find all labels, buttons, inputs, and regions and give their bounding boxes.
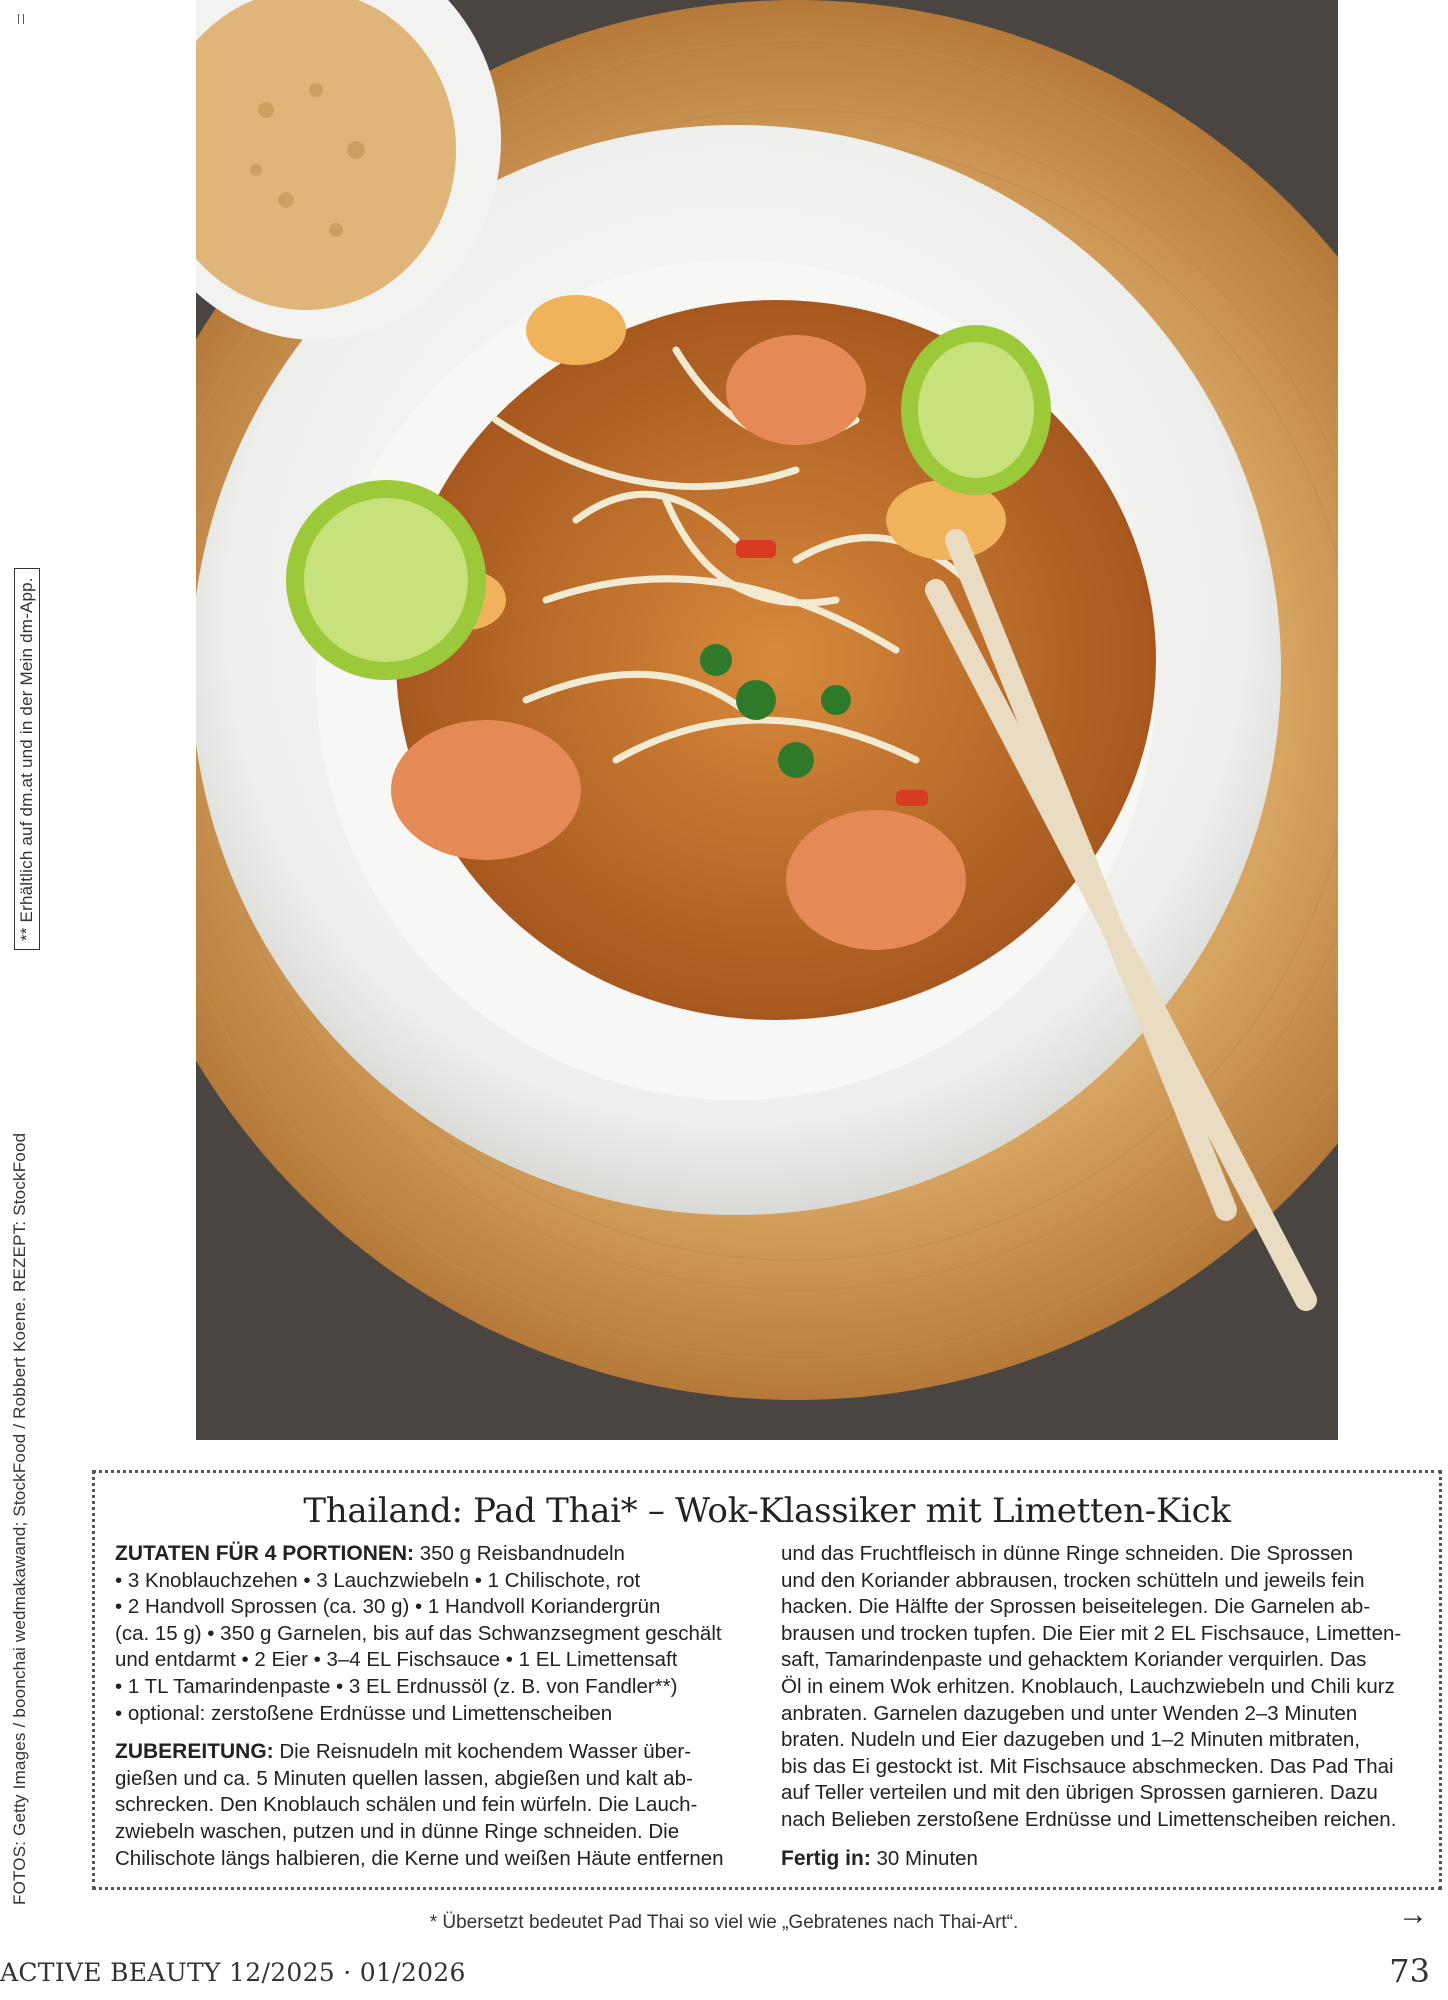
preparation-line: ZUBEREITUNG: Die Reisnudeln mit kochendem Wasser über- xyxy=(115,1740,692,1764)
preparation-line: brausen und trocken tupfen. Die Eier mit 2 EL Fischsauce, Limetten- xyxy=(781,1621,1402,1645)
recipe-box xyxy=(92,1470,1442,1890)
next-page-arrow-icon[interactable]: → xyxy=(1398,1898,1428,1931)
availability-note: ** Erhältlich auf dm.at und in der Mein dm-App. xyxy=(14,568,40,950)
recipe-column-left xyxy=(115,1541,755,1872)
ingredients-line: • optional: zerstoßene Erdnüsse und Limettenscheiben xyxy=(115,1701,613,1725)
preparation-line: und den Koriander abbrausen, trocken schütteln und jeweils fein xyxy=(781,1568,1365,1592)
magazine-issue: ACTIVE BEAUTY 12/2025 · 01/2026 xyxy=(0,1958,466,1987)
ready-label: Fertig in: xyxy=(781,1846,871,1870)
preparation-line: Chilischote längs halbieren, die Kerne und weißen Häute entfernen xyxy=(115,1846,724,1870)
recipe-title: Thailand: Pad Thai* – Wok-Klassiker mit Limetten-Kick xyxy=(303,1491,1231,1531)
page-number: 73 xyxy=(1389,1952,1430,1990)
ingredients-line: (ca. 15 g) • 350 g Garnelen, bis auf das Schwanzsegment geschält xyxy=(115,1621,722,1645)
ready-time xyxy=(781,1846,1431,1873)
page-corner-mark xyxy=(18,14,24,24)
preparation-line: anbraten. Garnelen dazugeben und unter Wenden 2–3 Minuten xyxy=(781,1701,1358,1725)
ingredients-line: • 1 TL Tamarindenpaste • 3 EL Erdnussöl (z. B. von Fandler**) xyxy=(115,1674,678,1698)
preparation-line: schrecken. Den Knoblauch schälen und fein würfeln. Die Lauch- xyxy=(115,1793,698,1817)
preparation-line: Öl in einem Wok erhitzen. Knoblauch, Lauchzwiebeln und Chili kurz xyxy=(781,1674,1395,1698)
ingredients-line: • 2 Handvoll Sprossen (ca. 30 g) • 1 Handvoll Koriandergrün xyxy=(115,1595,661,1619)
preparation-line: saft, Tamarindenpaste und gehacktem Koriander verquirlen. Das xyxy=(781,1648,1367,1672)
ingredients-line: und entdarmt • 2 Eier • 3–4 EL Fischsauce • 1 EL Limettensaft xyxy=(115,1648,678,1672)
footnote: * Übersetzt bedeutet Pad Thai so viel wie „Gebratenes nach Thai-Art“. xyxy=(429,1912,1019,1933)
preparation-line: nach Belieben zerstoßene Erdnüsse und Limettenscheiben reichen. xyxy=(781,1807,1397,1831)
pad-thai-photo xyxy=(196,0,1338,1440)
preparation-line: braten. Nudeln und Eier dazugeben und 1–2 Minuten mitbraten, xyxy=(781,1728,1360,1752)
ingredients-label: ZUTATEN FÜR 4 PORTIONEN: xyxy=(115,1542,415,1565)
photo-credits: FOTOS: Getty Images / boonchai wedmakawand; StockFood / Robbert Koene. REZEPT: StockFood xyxy=(10,1132,29,1905)
ingredients-line: • 3 Knoblauchzehen • 3 Lauchzwiebeln • 1 Chilischote, rot xyxy=(115,1568,641,1592)
ready-value: 30 Minuten xyxy=(876,1846,978,1870)
preparation-line: hacken. Die Hälfte der Sprossen beiseitelegen. Die Garnelen ab- xyxy=(781,1595,1371,1619)
preparation-line: gießen und ca. 5 Minuten quellen lassen, abgießen und kalt ab- xyxy=(115,1766,693,1790)
preparation-label: ZUBEREITUNG: xyxy=(115,1740,274,1764)
pad-thai-illustration xyxy=(196,0,1338,1440)
preparation-line: auf Teller verteilen und mit den übrigen Sprossen garnieren. Dazu xyxy=(781,1781,1378,1805)
ingredients-line: ZUTATEN FÜR 4 PORTIONEN: 350 g Reisbandnudeln xyxy=(115,1542,625,1565)
ingredients xyxy=(115,1541,755,1727)
preparation-line: bis das Ei gestockt ist. Mit Fischsauce abschmecken. Das Pad Thai xyxy=(781,1754,1394,1778)
preparation-left xyxy=(115,1739,755,1872)
preparation-right xyxy=(781,1541,1431,1834)
preparation-line: zwiebeln waschen, putzen und in dünne Ringe schneiden. Die xyxy=(115,1819,680,1843)
preparation-line: und das Fruchtfleisch in dünne Ringe schneiden. Die Sprossen xyxy=(781,1542,1354,1565)
recipe-column-right xyxy=(781,1541,1431,1872)
